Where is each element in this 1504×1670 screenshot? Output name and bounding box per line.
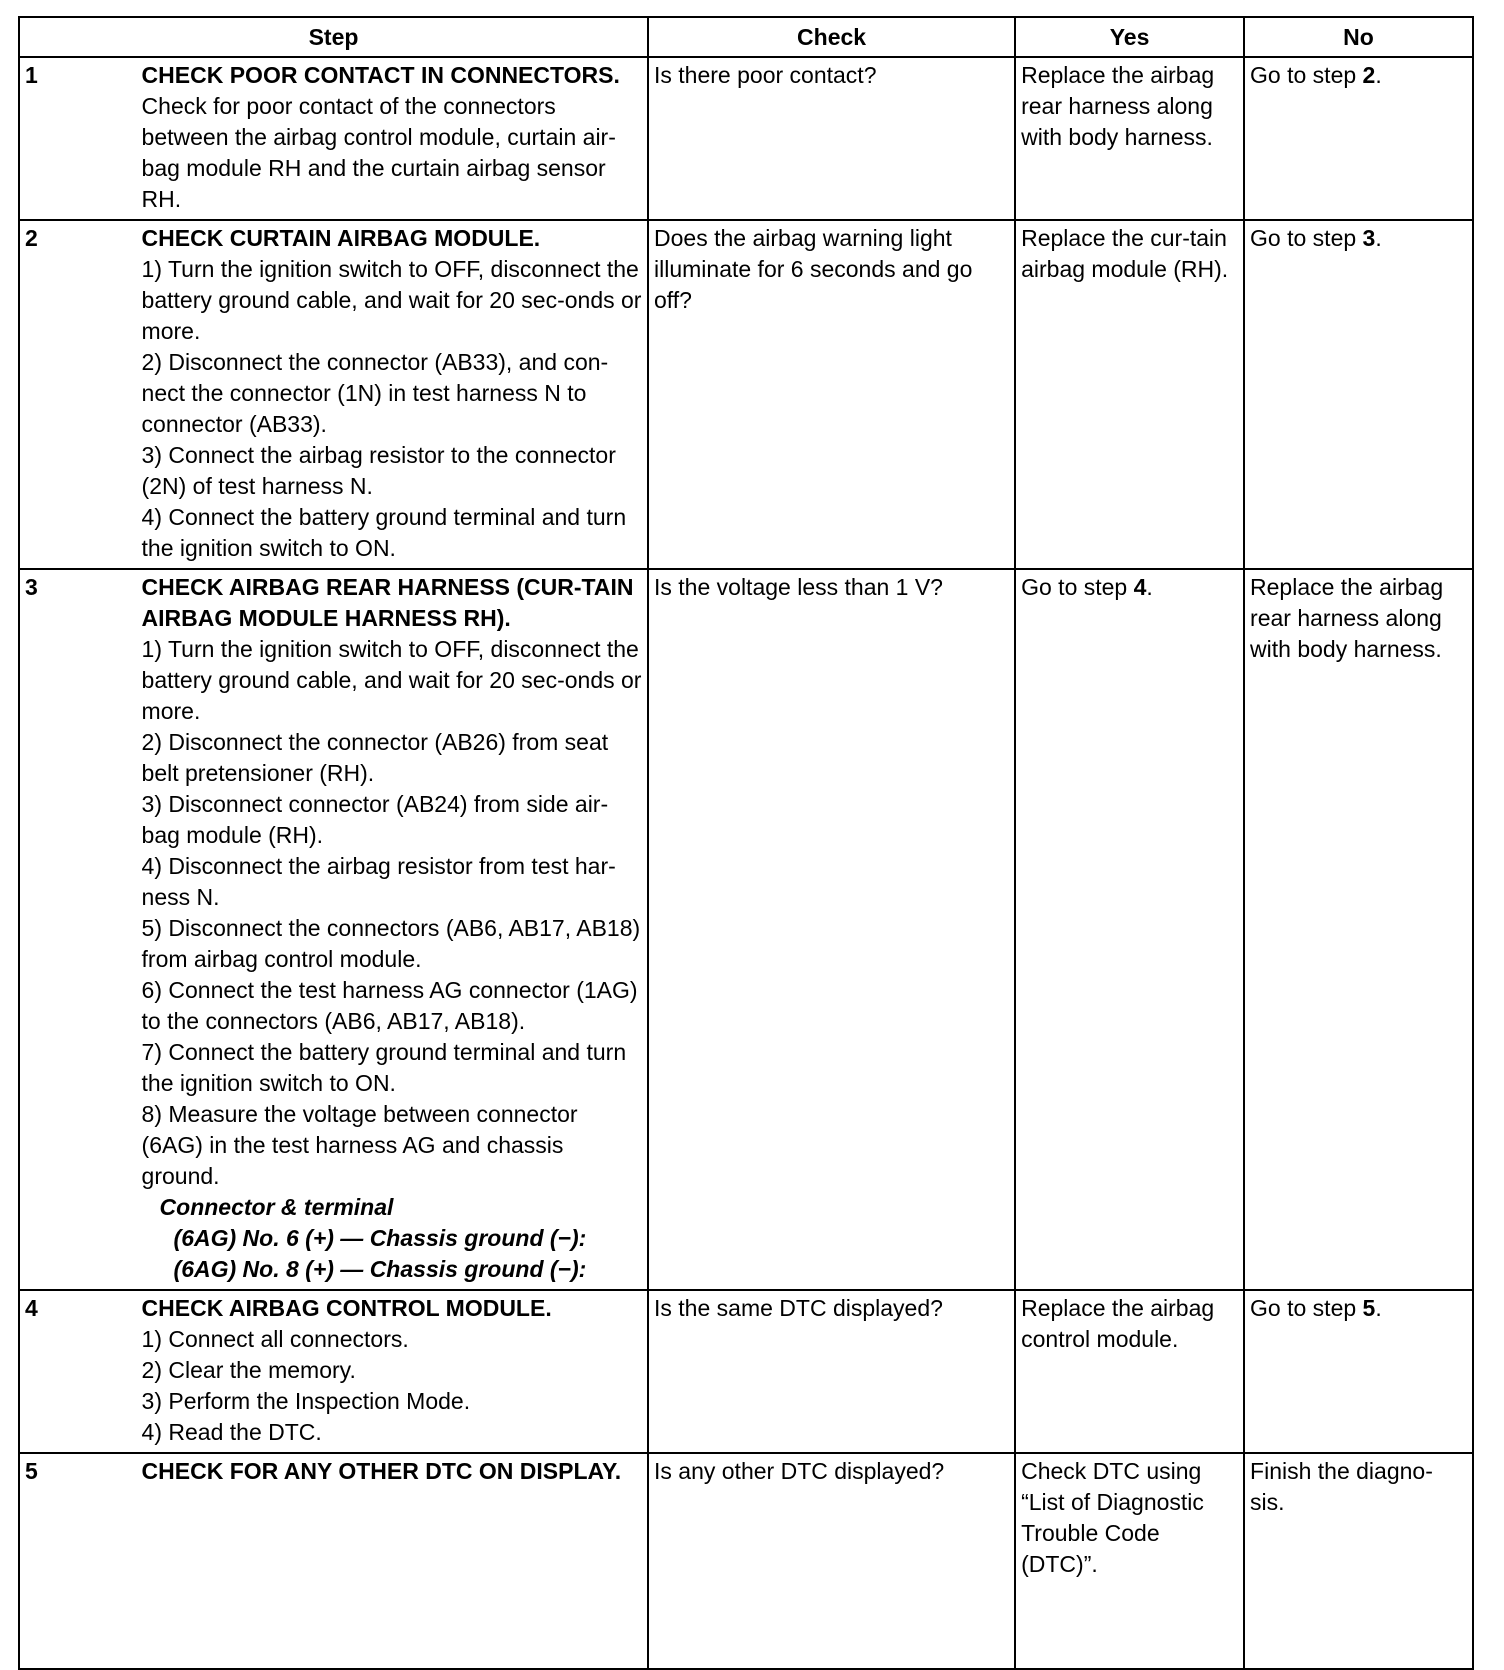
step-instruction: Check for poor contact of the connectors between the airbag control module, curtain air-bag module RH and the curtain airbag sensor RH. — [141, 93, 616, 212]
connector-terminal-line: (6AG) No. 8 (+) — Chassis ground (−): — [173, 1256, 587, 1282]
step-cell — [137, 569, 648, 1290]
yes-cell — [1015, 569, 1244, 1290]
step-instruction: 5) Disconnect the connectors (AB6, AB17, AB18) from airbag control module. — [141, 915, 641, 972]
no-cell: Replace the airbag rear harness along with body harness. — [1244, 569, 1473, 1290]
no-suffix: . — [1375, 1295, 1382, 1321]
header-row — [19, 17, 1473, 57]
step-instruction: 4) Connect the battery ground terminal and turn the ignition switch to ON. — [141, 504, 627, 561]
check-cell: Is any other DTC displayed? — [648, 1453, 1015, 1669]
step-instruction: 4) Read the DTC. — [141, 1419, 322, 1445]
step-cell — [137, 1290, 648, 1453]
step-number: 3 — [19, 569, 137, 1290]
header-no: No — [1244, 17, 1473, 57]
step-heading: CHECK FOR ANY OTHER DTC ON DISPLAY. — [141, 1458, 622, 1484]
step-instruction: 1) Turn the ignition switch to OFF, disconnect the battery ground cable, and wait for 20 sec-onds or more. — [141, 636, 642, 724]
no-suffix: . — [1375, 225, 1382, 251]
connector-terminal-title: Connector & terminal — [159, 1194, 394, 1220]
step-instruction: 2) Disconnect the connector (AB26) from seat belt pretensioner (RH). — [141, 729, 609, 786]
step-instruction: 8) Measure the voltage between connector (6AG) in the test harness AG and chassis ground. — [141, 1101, 578, 1189]
check-cell: Is there poor contact? — [648, 57, 1015, 220]
header-yes: Yes — [1015, 17, 1244, 57]
step-heading: CHECK POOR CONTACT IN CONNECTORS. — [141, 62, 620, 88]
step-number: 2 — [19, 220, 137, 569]
header-step: Step — [19, 17, 648, 57]
step-instruction: 1) Turn the ignition switch to OFF, disconnect the battery ground cable, and wait for 20 sec-onds or more. — [141, 256, 642, 344]
step-cell — [137, 57, 648, 220]
table-row — [19, 1453, 1473, 1669]
table-row — [19, 569, 1473, 1290]
no-cell: Finish the diagno-sis. — [1244, 1453, 1473, 1669]
step-cell — [137, 220, 648, 569]
connector-terminal-line: (6AG) No. 6 (+) — Chassis ground (−): — [173, 1225, 587, 1251]
step-instruction: 1) Connect all connectors. — [141, 1326, 409, 1352]
yes-suffix: . — [1146, 574, 1153, 600]
step-heading: CHECK AIRBAG REAR HARNESS (CUR-TAIN AIRBAG MODULE HARNESS RH). — [141, 574, 634, 631]
no-cell — [1244, 220, 1473, 569]
step-instruction: 2) Disconnect the connector (AB33), and con-nect the connector (1N) in test harness N to connector (AB33). — [141, 349, 609, 437]
yes-cell: Check DTC using “List of Diagnostic Trouble Code (DTC)”. — [1015, 1453, 1244, 1669]
no-text: Go to step — [1250, 1295, 1363, 1321]
step-instruction: 2) Clear the memory. — [141, 1357, 356, 1383]
table-row — [19, 57, 1473, 220]
no-cell — [1244, 1290, 1473, 1453]
no-text: Go to step — [1250, 225, 1363, 251]
yes-cell: Replace the airbag rear harness along with body harness. — [1015, 57, 1244, 220]
yes-text: Go to step — [1021, 574, 1134, 600]
no-text: Go to step — [1250, 62, 1363, 88]
step-heading: CHECK CURTAIN AIRBAG MODULE. — [141, 225, 541, 251]
step-instruction: 3) Connect the airbag resistor to the connector (2N) of test harness N. — [141, 442, 616, 499]
check-cell: Is the voltage less than 1 V? — [648, 569, 1015, 1290]
step-cell — [137, 1453, 648, 1669]
step-instruction: 3) Disconnect connector (AB24) from side air-bag module (RH). — [141, 791, 609, 848]
no-suffix: . — [1375, 62, 1382, 88]
yes-cell: Replace the airbag control module. — [1015, 1290, 1244, 1453]
step-instruction: 6) Connect the test harness AG connector (1AG) to the connectors (AB6, AB17, AB18). — [141, 977, 638, 1034]
step-number: 4 — [19, 1290, 137, 1453]
check-cell: Is the same DTC displayed? — [648, 1290, 1015, 1453]
header-check: Check — [648, 17, 1015, 57]
yes-step-ref: 4 — [1133, 574, 1147, 600]
yes-cell: Replace the cur-tain airbag module (RH). — [1015, 220, 1244, 569]
step-instruction: 4) Disconnect the airbag resistor from test har-ness N. — [141, 853, 616, 910]
step-heading: CHECK AIRBAG CONTROL MODULE. — [141, 1295, 552, 1321]
no-step-ref: 2 — [1362, 62, 1376, 88]
step-number: 5 — [19, 1453, 137, 1669]
table-row — [19, 220, 1473, 569]
table-row — [19, 1290, 1473, 1453]
step-instruction: 7) Connect the battery ground terminal and turn the ignition switch to ON. — [141, 1039, 627, 1096]
check-cell: Does the airbag warning light illuminate for 6 seconds and go off? — [648, 220, 1015, 569]
no-step-ref: 5 — [1362, 1295, 1376, 1321]
no-cell — [1244, 57, 1473, 220]
step-instruction: 3) Perform the Inspection Mode. — [141, 1388, 471, 1414]
step-number: 1 — [19, 57, 137, 220]
diagnostic-table — [18, 16, 1474, 1670]
no-step-ref: 3 — [1362, 225, 1376, 251]
